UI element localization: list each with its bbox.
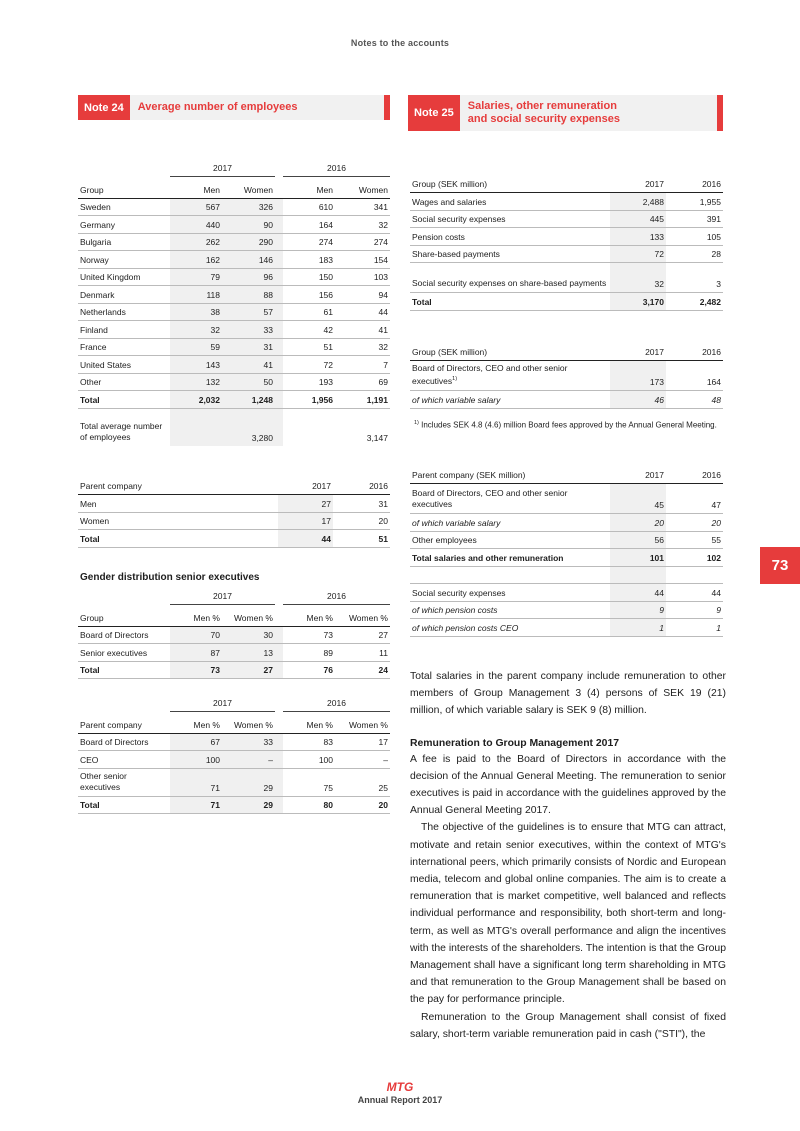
gender-group-table <box>78 588 390 679</box>
col-men-2017: Men % <box>170 711 222 733</box>
parent-rem-total-row <box>410 549 723 567</box>
parent-col-2016: 2016 <box>333 477 390 495</box>
year-2016: 2016 <box>283 160 390 176</box>
value-2016: 20 <box>666 514 723 532</box>
women-2016: 17 <box>335 733 390 751</box>
total-average-2016: 3,147 <box>366 433 388 443</box>
col-women-2017: Women % <box>222 604 275 626</box>
parent-total-label: Total <box>78 530 278 548</box>
value-2016: 1 <box>666 619 723 637</box>
row-label: CEO <box>78 751 170 769</box>
footer-annual-report: Annual Report 2017 <box>357 1095 443 1105</box>
men-2016: 156 <box>283 286 335 304</box>
note-25-title-line1: Salaries, other remuneration <box>467 100 617 112</box>
men-2017: 262 <box>170 233 222 251</box>
salaries-col-2017: 2017 <box>610 175 666 193</box>
value-2017: 56 <box>610 531 666 549</box>
table-row <box>410 228 723 246</box>
row-label: Bulgaria <box>78 233 170 251</box>
paragraph-3: The objective of the guidelines is to ensure that MTG can attract, motivate and retain senior executives, within the context of MTG's international peers, which primarily consists of Nordic and European media, telecom and global online companies. The aim is to create a remuneration that is market competitive, well balanced and reflects individual performance and responsibility, both short-term and long-term, as well as MTG's overall performance and align the incentives with the interests of the shareholders. The intention is that the Group Management shall have a significant long term shareholding in MTG and that remuneration to the Group Management shall be based on the pay for performance principle. <box>410 822 726 1006</box>
table-row <box>410 210 723 228</box>
women-2017: 30 <box>222 626 275 644</box>
board-variable-row <box>410 391 723 409</box>
row-label: Sweden <box>78 198 170 216</box>
men-2016: 193 <box>283 373 335 391</box>
parent-col-2017: 2017 <box>278 477 333 495</box>
note-25-tag: Note 25 <box>408 95 460 131</box>
employees-table <box>78 160 390 446</box>
parent-employees-body <box>78 495 390 530</box>
parent-remuneration-body <box>410 484 723 549</box>
value-2017: 445 <box>610 210 666 228</box>
men-2017: 38 <box>170 303 222 321</box>
men-2016: 73 <box>283 626 335 644</box>
men-2017: 100 <box>170 751 222 769</box>
parent-employees-table <box>78 477 390 548</box>
paragraph-1: Total salaries in the parent company include remuneration to other members of Group Management 3 (4) persons of SEK 19 (21) million, of which variable salary is SEK 9 (8) million. <box>410 671 726 717</box>
note-24-header <box>78 95 390 120</box>
col-women-2017: Women <box>222 176 275 198</box>
board-col-2017: 2017 <box>610 343 666 361</box>
table-row <box>78 198 390 216</box>
row-label: France <box>78 338 170 356</box>
women-2016: 41 <box>335 321 390 339</box>
table-row <box>78 512 390 530</box>
value-2016: 44 <box>666 584 723 602</box>
women-2017: 13 <box>222 644 275 662</box>
col-men-2016: Men % <box>283 604 335 626</box>
remuneration-text <box>410 668 726 1043</box>
women-2016: 69 <box>335 373 390 391</box>
men-2017: 87 <box>170 644 222 662</box>
salaries-col-2016: 2016 <box>666 175 723 193</box>
year-2016: 2016 <box>283 695 390 711</box>
men-2016: 183 <box>283 251 335 269</box>
men-2016: 51 <box>283 338 335 356</box>
salaries-total-label: Total <box>410 293 610 311</box>
men-2017: 70 <box>170 626 222 644</box>
value-2017: 17 <box>278 512 333 530</box>
value-2016: 31 <box>333 495 390 513</box>
board-remuneration-table <box>410 343 723 409</box>
row-label: of which pension costs <box>410 601 610 619</box>
row-label: Senior executives <box>78 644 170 662</box>
row-label: United States <box>78 356 170 374</box>
value-2017: 45 <box>610 484 666 514</box>
parent-total-2016: 51 <box>333 530 390 548</box>
mtg-logo: MTG <box>386 1080 414 1094</box>
women-2017: 146 <box>222 251 275 269</box>
women-2016: – <box>335 751 390 769</box>
women-2016: 11 <box>335 644 390 662</box>
women-2016: 44 <box>335 303 390 321</box>
men-2016: 150 <box>283 268 335 286</box>
value-2016: 47 <box>666 484 723 514</box>
parent-total-2017: 44 <box>278 530 333 548</box>
value-2016: 20 <box>333 512 390 530</box>
total-row <box>78 661 390 679</box>
men-2017: 162 <box>170 251 222 269</box>
value-2016: 9 <box>666 601 723 619</box>
year-2017: 2017 <box>170 695 275 711</box>
total-label: Total <box>78 391 170 409</box>
table-row <box>78 495 390 513</box>
row-label: Women <box>78 512 278 530</box>
year-2016: 2016 <box>283 588 390 604</box>
men-2016: 100 <box>283 751 335 769</box>
women-2017: – <box>222 751 275 769</box>
row-label: Other senior executives <box>78 768 170 796</box>
value-2016: 28 <box>666 245 723 263</box>
men-2017: 440 <box>170 216 222 234</box>
men-2017: 59 <box>170 338 222 356</box>
row-label: Germany <box>78 216 170 234</box>
value-2017: 32 <box>610 263 666 293</box>
col-women-2017: Women % <box>222 711 275 733</box>
parent-col-label: Parent company <box>78 477 278 495</box>
women-2017: 57 <box>222 303 275 321</box>
total-men-2017: 2,032 <box>170 391 222 409</box>
row-label: Social security expenses <box>410 210 610 228</box>
row-label: Other <box>78 373 170 391</box>
men-2017: 32 <box>170 321 222 339</box>
gender-distribution-title: Gender distribution senior executives <box>80 572 260 583</box>
men-2016: 42 <box>283 321 335 339</box>
men-2016: 72 <box>283 356 335 374</box>
value-2017: 2,488 <box>610 193 666 211</box>
note-24-title: Average number of employees <box>137 101 298 113</box>
total-women-2017: 1,248 <box>222 391 275 409</box>
board-footnote <box>414 416 730 433</box>
women-2016: 7 <box>335 356 390 374</box>
col-men-2016: Men <box>283 176 335 198</box>
note-24-tag: Note 24 <box>78 95 130 120</box>
row-label: Board of Directors <box>78 626 170 644</box>
total-row <box>78 391 390 409</box>
page-header: Notes to the accounts <box>350 38 450 48</box>
table-row <box>78 321 390 339</box>
parent-rem-col-2017: 2017 <box>610 466 666 484</box>
row-label: Social security expenses on share-based payments <box>410 263 610 293</box>
women-2017: 33 <box>222 321 275 339</box>
table-row <box>78 251 390 269</box>
women-2017: 31 <box>222 338 275 356</box>
women-2017: 50 <box>222 373 275 391</box>
board-row-2017: 173 <box>610 361 666 391</box>
value-2017: 1 <box>610 619 666 637</box>
women-2017: 88 <box>222 286 275 304</box>
table-row <box>78 216 390 234</box>
board-row <box>410 361 723 391</box>
table-row <box>410 245 723 263</box>
table-row <box>410 531 723 549</box>
table-row <box>78 751 390 769</box>
total-women-2016: 1,191 <box>335 391 390 409</box>
table-row <box>78 373 390 391</box>
row-label: Wages and salaries <box>410 193 610 211</box>
salaries-total-2017: 3,170 <box>610 293 666 311</box>
women-2016: 94 <box>335 286 390 304</box>
column-headers <box>78 711 390 733</box>
table-row <box>78 626 390 644</box>
women-2017: 96 <box>222 268 275 286</box>
men-2017: 118 <box>170 286 222 304</box>
men-2016: 61 <box>283 303 335 321</box>
men-2017: 132 <box>170 373 222 391</box>
year-2017: 2017 <box>170 160 275 176</box>
men-2016: 80 <box>283 796 335 814</box>
salaries-total-2016: 2,482 <box>666 293 723 311</box>
women-2016: 32 <box>335 338 390 356</box>
board-row-label <box>410 361 610 391</box>
board-variable-2017: 46 <box>610 391 666 409</box>
year-row <box>78 160 390 176</box>
col-men-2017: Men % <box>170 604 222 626</box>
gender-parent-table <box>78 695 390 814</box>
total-average-label: Total average number of employees <box>80 421 163 442</box>
row-label: Other employees <box>410 531 610 549</box>
row-label: Denmark <box>78 286 170 304</box>
parent-rem-col-label: Parent company (SEK million) <box>410 466 610 484</box>
parent-rem-total-2016: 102 <box>666 549 723 567</box>
col-group: Group <box>78 176 170 198</box>
board-row-2016: 164 <box>666 361 723 391</box>
row-label: Pension costs <box>410 228 610 246</box>
row-label: Board of Directors, CEO and other senior executives <box>410 484 610 514</box>
men-2017: 567 <box>170 198 222 216</box>
men-2016: 75 <box>283 768 335 796</box>
table-row <box>78 286 390 304</box>
women-2017: 326 <box>222 198 275 216</box>
col-men-2017: Men <box>170 176 222 198</box>
women-2017: 41 <box>222 356 275 374</box>
value-2016: 1,955 <box>666 193 723 211</box>
table-row <box>78 338 390 356</box>
row-label: Finland <box>78 321 170 339</box>
note-25-title <box>460 95 717 131</box>
board-col-label: Group (SEK million) <box>410 343 610 361</box>
men-2017: 71 <box>170 796 222 814</box>
board-row-footnote-ref: 1) <box>452 376 458 383</box>
table-row <box>78 356 390 374</box>
value-2017: 44 <box>610 584 666 602</box>
women-2017: 27 <box>222 661 275 679</box>
parent-total-row <box>78 530 390 548</box>
parent-rem-total-2017: 101 <box>610 549 666 567</box>
value-2017: 72 <box>610 245 666 263</box>
salaries-total-row <box>410 293 723 311</box>
table-row <box>78 268 390 286</box>
men-2017: 71 <box>170 768 222 796</box>
row-label: Total <box>78 796 170 814</box>
men-2017: 67 <box>170 733 222 751</box>
women-2016: 103 <box>335 268 390 286</box>
salaries-col-label: Group (SEK million) <box>410 175 610 193</box>
col-women-2016: Women % <box>335 604 390 626</box>
parent-remuneration-table <box>410 466 723 637</box>
women-2017: 90 <box>222 216 275 234</box>
men-2016: 76 <box>283 661 335 679</box>
footnote-text: Includes SEK 4.8 (4.6) million Board fees approved by the Annual General Meeting. <box>421 420 717 430</box>
women-2016: 25 <box>335 768 390 796</box>
value-2017: 9 <box>610 601 666 619</box>
women-2017: 290 <box>222 233 275 251</box>
board-row-text: Board of Directors, CEO and other senior executives <box>412 363 568 386</box>
row-label: Board of Directors <box>78 733 170 751</box>
note-25-title-line2: and social security expenses <box>467 113 620 125</box>
women-2016: 32 <box>335 216 390 234</box>
women-2016: 27 <box>335 626 390 644</box>
parent-rem-col-2016: 2016 <box>666 466 723 484</box>
paragraph-2: A fee is paid to the Board of Directors in accordance with the decision of the Annual General Meeting. The remuneration to senior executives is paid in accordance with the guidelines approved by the Annual General Meeting 2017. <box>410 753 726 817</box>
table-row <box>410 514 723 532</box>
total-men-2016: 1,956 <box>283 391 335 409</box>
women-2017: 29 <box>222 768 275 796</box>
parent-remuneration-body-2 <box>410 584 723 637</box>
total-average-row <box>78 408 390 446</box>
men-2016: 89 <box>283 644 335 662</box>
paragraph-4: Remuneration to the Group Management shall consist of fixed salary, short-term variable remuneration paid in cash ("STI"), the <box>410 1011 726 1040</box>
men-2017: 143 <box>170 356 222 374</box>
year-2017: 2017 <box>170 588 275 604</box>
women-2016: 341 <box>335 198 390 216</box>
value-2016: 105 <box>666 228 723 246</box>
table-row <box>78 644 390 662</box>
col-label: Parent company <box>78 711 170 733</box>
column-headers <box>78 604 390 626</box>
women-2016: 154 <box>335 251 390 269</box>
table-row <box>410 193 723 211</box>
note-25-bar <box>717 95 723 131</box>
value-2017: 27 <box>278 495 333 513</box>
value-2017: 133 <box>610 228 666 246</box>
row-label: Men <box>78 495 278 513</box>
women-2016: 274 <box>335 233 390 251</box>
parent-rem-total-label: Total salaries and other remuneration <box>410 549 610 567</box>
women-2017: 33 <box>222 733 275 751</box>
col-men-2016: Men % <box>283 711 335 733</box>
row-label: Total <box>78 661 170 679</box>
heading-group-management: Remuneration to Group Management 2017 <box>410 737 620 749</box>
total-row <box>78 796 390 814</box>
men-2016: 164 <box>283 216 335 234</box>
board-variable-label: of which variable salary <box>410 391 610 409</box>
table-row <box>410 619 723 637</box>
board-col-2016: 2016 <box>666 343 723 361</box>
men-2017: 73 <box>170 661 222 679</box>
row-label: United Kingdom <box>78 268 170 286</box>
table-row <box>410 601 723 619</box>
value-2017: 20 <box>610 514 666 532</box>
women-2017: 29 <box>222 796 275 814</box>
table-row <box>410 263 723 293</box>
row-label: Share-based payments <box>410 245 610 263</box>
row-label: of which pension costs CEO <box>410 619 610 637</box>
table-row <box>410 484 723 514</box>
year-row <box>78 695 390 711</box>
women-2016: 20 <box>335 796 390 814</box>
value-2016: 55 <box>666 531 723 549</box>
year-row <box>78 588 390 604</box>
salaries-table <box>410 175 723 311</box>
employees-body <box>78 198 390 391</box>
men-2017: 79 <box>170 268 222 286</box>
row-label: Social security expenses <box>410 584 610 602</box>
col-women-2016: Women % <box>335 711 390 733</box>
table-row <box>78 303 390 321</box>
salaries-body <box>410 193 723 293</box>
board-variable-2016: 48 <box>666 391 723 409</box>
col-women-2016: Women <box>335 176 390 198</box>
total-average-2017: 3,280 <box>222 408 275 446</box>
men-2016: 83 <box>283 733 335 751</box>
column-headers <box>78 176 390 198</box>
table-row <box>410 584 723 602</box>
table-row <box>78 768 390 796</box>
note-25-header <box>408 95 723 131</box>
table-row <box>78 733 390 751</box>
note-24-bar <box>384 95 390 120</box>
men-2016: 610 <box>283 198 335 216</box>
col-label: Group <box>78 604 170 626</box>
footnote-marker: 1) <box>414 420 419 426</box>
men-2016: 274 <box>283 233 335 251</box>
value-2016: 3 <box>666 263 723 293</box>
page-number-tab: 73 <box>760 547 800 584</box>
value-2016: 391 <box>666 210 723 228</box>
row-label: of which variable salary <box>410 514 610 532</box>
table-row <box>78 233 390 251</box>
women-2016: 24 <box>335 661 390 679</box>
row-label: Norway <box>78 251 170 269</box>
row-label: Netherlands <box>78 303 170 321</box>
